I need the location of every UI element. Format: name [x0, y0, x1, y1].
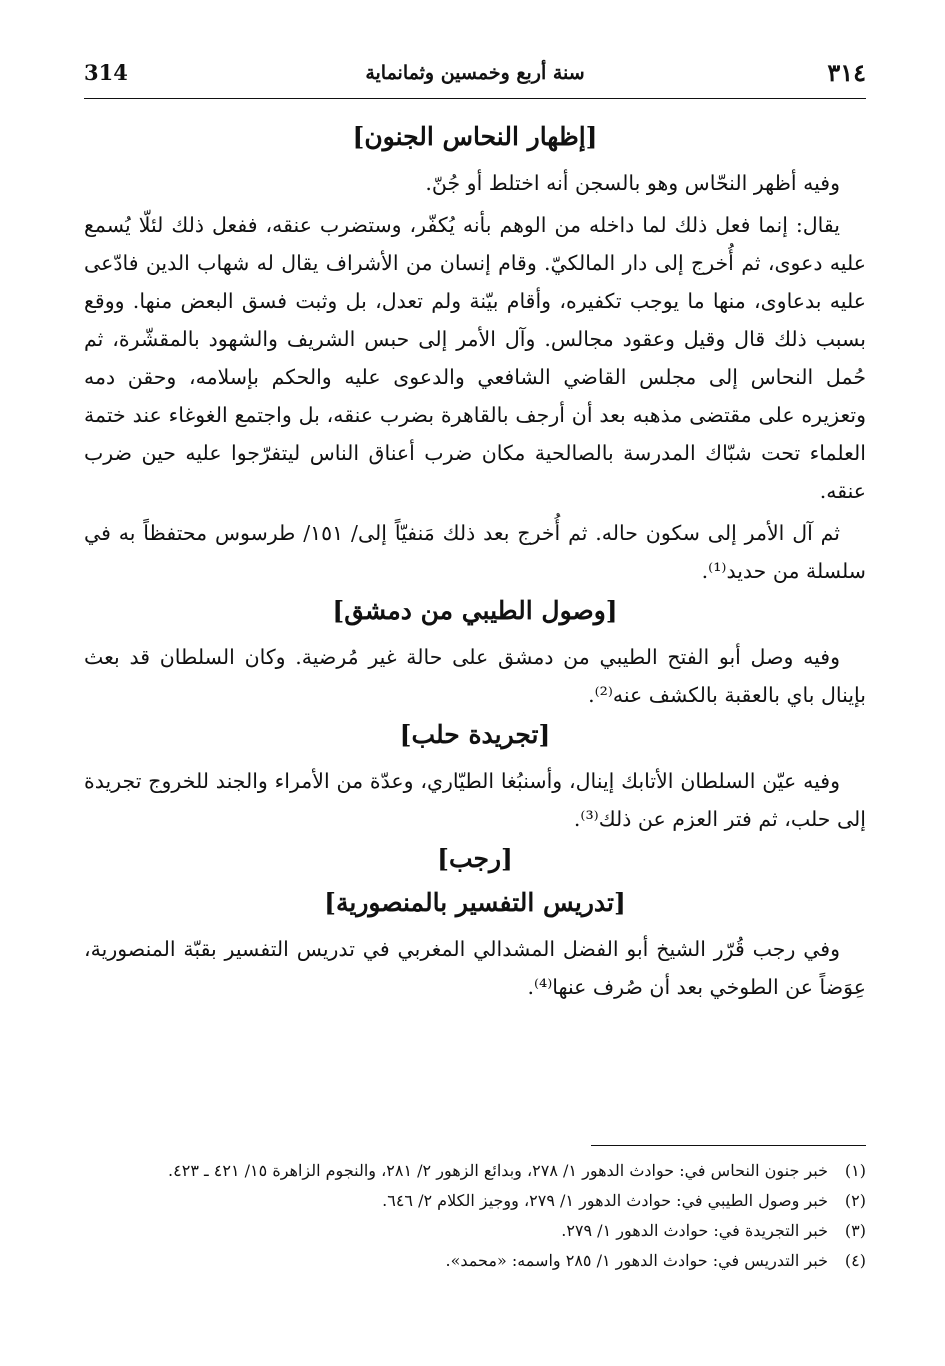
paragraph: ثم آل الأمر إلى سكون حاله. ثم أُخرج بعد ذلك مَنفيّاً إلى/ ١٥١/ طرسوس محتفظاً به في سلسلة من حديد⁽¹⁾. [84, 521, 866, 583]
footnote [84, 1186, 866, 1216]
section-heading: [تدريس التفسير بالمنصورية] [324, 888, 626, 917]
footnote [84, 1216, 866, 1246]
footnote-number: (٣) [844, 1221, 866, 1240]
footnote-text: خبر التجريدة في: حوادث الدهور ١/ ٢٧٩. [561, 1221, 828, 1240]
running-title: سنة أربع وخمسين وثمانماية [365, 62, 585, 84]
footnotes [84, 1156, 866, 1276]
footnote-text: خبر وصول الطيبي في: حوادث الدهور ١/ ٢٧٩، ووجيز الكلام ٢/ ٦٤٦. [382, 1191, 828, 1210]
footnote-number: (١) [844, 1161, 866, 1180]
paragraph: وفيه وصل أبو الفتح الطيبي من دمشق على حالة غير مُرضية. وكان السلطان قد بعث بإينال باي بالعقبة بالكشف عنه⁽²⁾. [84, 645, 866, 707]
footnote [84, 1156, 866, 1186]
footnote [84, 1246, 866, 1276]
paragraph: وفيه عيّن السلطان الأتابك إينال، وأسنبُغا الطيّاري، وعدّة من الأمراء والجند للخروج تجريدة إلى حلب، ثم فتر العزم عن ذلك⁽³⁾. [84, 769, 866, 831]
paragraph: وفي رجب قُرّر الشيخ أبو الفضل المشدالي المغربي في تدريس التفسير بقبّة المنصورية، عِوَضاً عن الطوخي بعد أن صُرف عنها⁽⁴⁾. [84, 937, 866, 999]
footnote-text: خبر جنون النحاس في: حوادث الدهور ١/ ٢٧٨، وبدائع الزهور ٢/ ٢٨١، والنجوم الزاهرة ١٥/ ٤٢١ ـ ٤٢٣. [168, 1161, 828, 1180]
footnote-text: خبر التدريس في: حوادث الدهور ١/ ٢٨٥ واسمه: «محمد». [445, 1251, 828, 1270]
footnote-number: (٤) [844, 1251, 866, 1270]
paragraph: يقال: إنما فعل ذلك لما داخله من الوهم بأنه يُكفّر، وستضرب عنقه، ففعل ذلك لئلّا يُسمع عليه دعوى، ثم أُخرج إلى دار المالكيّ. وقام إنسان من الأشراف يقال له شهاب الدين فادّعى عليه بدعاوى، منها ما يوجب تكفيره، وأقام بيّنة ولم تعدل، بل وثبت فسق البعض منها. ووقع بسبب ذلك قال وقيل وعقود مجالس. وآل الأمر إلى حبس الشريف والشهود بالمقشّرة، ثم حُمل النحاس إلى مجلس القاضي الشافعي والدعوى عليه والحكم بإسلامه، وحقن دمه وتعزيره على مقتضى مذهبه بعد أن أرجف بالقاهرة بضرب عنقه، بل واجتمع الغوغاء عند ختمة العلماء تحت شبّاك المدرسة بالصالحية مكان ضرب أعناق الناس ليتفرّجوا عليه حين ضرب عنقه. [84, 213, 867, 503]
page-number-arabic: ٣١٤ [827, 58, 866, 87]
footnote-separator [591, 1145, 866, 1146]
footnote-number: (٢) [844, 1191, 866, 1210]
main-text [84, 116, 866, 1010]
section-heading: [إظهار النحاس الجنون] [352, 122, 598, 151]
section-heading: [وصول الطيبي من دمشق] [332, 596, 618, 625]
month-heading: [رجب] [437, 844, 513, 873]
page-number-latin: 314 [84, 60, 128, 85]
section-heading: [تجريدة حلب] [399, 720, 551, 749]
running-header [84, 58, 866, 99]
paragraph: وفيه أظهر النحّاس وهو بالسجن أنه اختلط أو جُنّ. [425, 171, 840, 195]
